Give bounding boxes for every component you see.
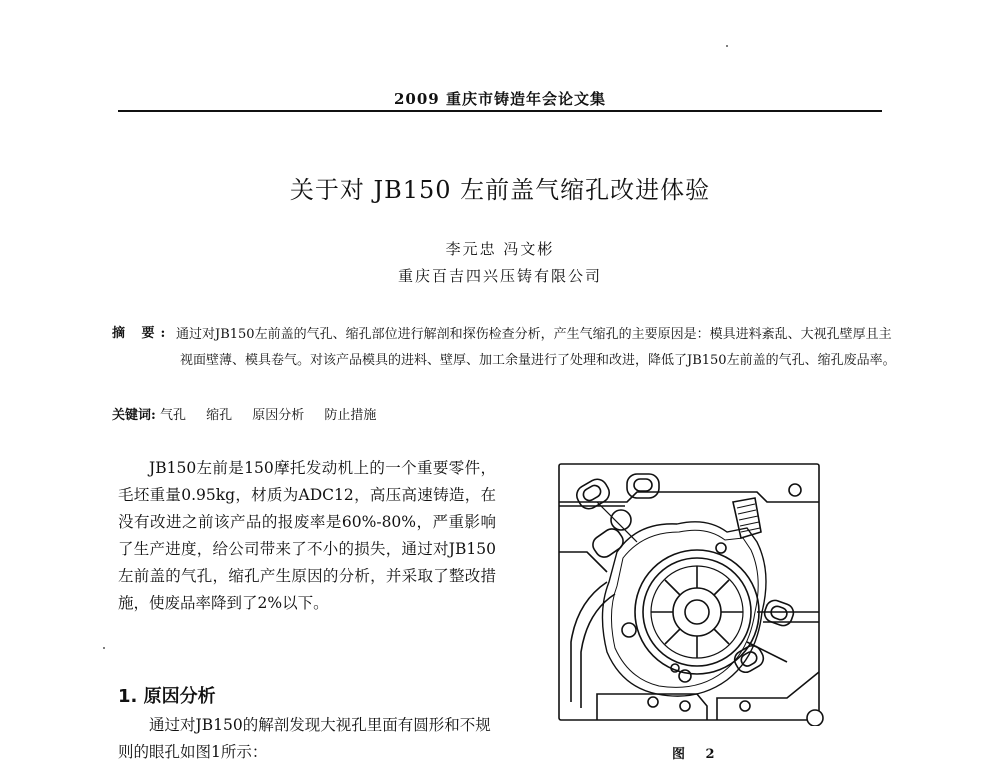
keyword: 气孔 [159, 408, 186, 423]
mold-drawing-figure [557, 462, 827, 726]
abstract-text: 通过对JB150左前盖的气孔、缩孔部位进行解剖和探伤检查分析，产生气缩孔的主要原因是：模具进料紊乱、大视孔壁厚且主视面壁薄、模具卷气。对该产品模具的进料、壁厚、加工余量进行了处理和改进，降低了JB150左前盖的气孔、缩孔废品率。 [176, 327, 896, 368]
intro-section [118, 455, 496, 617]
running-header: 2009 重庆市铸造年会论文集 [394, 90, 606, 108]
keyword: 防止措施 [324, 408, 377, 423]
keyword: 原因分析 [252, 408, 305, 423]
authors: 李元忠 冯文彬 [445, 240, 555, 258]
figure-caption: 图 2 [672, 747, 723, 762]
section-body [118, 712, 496, 766]
header-rule [118, 110, 882, 112]
keyword: 缩孔 [206, 408, 233, 423]
abstract-label: 摘 要: [112, 326, 172, 341]
scan-speck [726, 45, 728, 47]
scan-speck [103, 647, 105, 649]
section-paragraph: 通过对JB150的解剖发现大视孔里面有圆形和不规则的眼孔如图1所示： [118, 716, 491, 761]
section-heading: 1. 原因分析 [118, 686, 216, 707]
intro-paragraph: JB150左前是150摩托发动机上的一个重要零件，毛坯重量0.95kg，材质为ADC12，高压高速铸造，在没有改进之前该产品的报废率是60%-80%，严重影响了生产进度，给公司带来了不小的损失，通过对JB150左前盖的气孔，缩孔产生原因的分析，并采取了整改措施，使废品率降到了2%以下。 [118, 459, 496, 612]
affiliation: 重庆百吉四兴压铸有限公司 [397, 267, 602, 285]
keywords-label: 关键词: [112, 408, 156, 423]
keywords [112, 404, 392, 423]
paper-title: 关于对 JB150 左前盖气缩孔改进体验 [289, 176, 711, 204]
